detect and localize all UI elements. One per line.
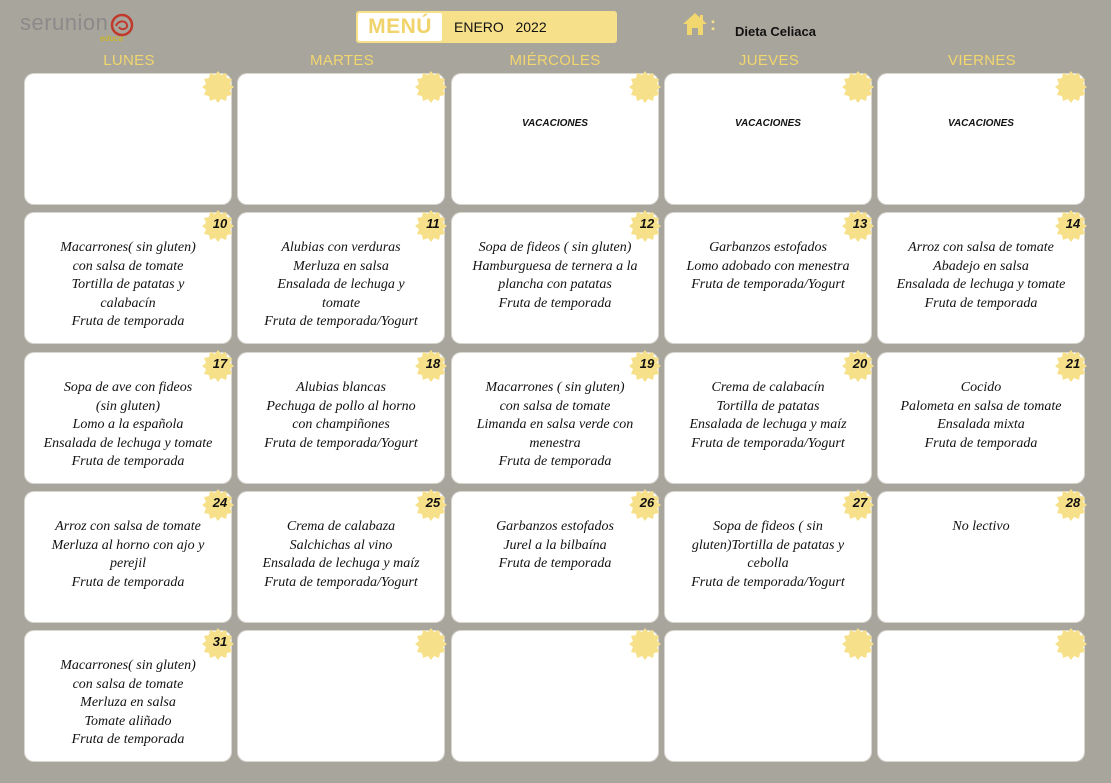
logo-text: serunion — [20, 10, 109, 35]
menu-item: Ensalada de lechuga y tomate — [896, 277, 1066, 292]
menu-item: Ensalada de lechuga y maíz — [689, 417, 847, 432]
menu-item: No lectivo — [952, 519, 1010, 534]
menu-item: Merluza al horno con ajo y — [51, 537, 205, 553]
day-cell — [665, 353, 871, 483]
menu-item: Fruta de temporada — [498, 556, 612, 571]
sun-badge-icon — [414, 627, 448, 661]
day-cell — [665, 492, 871, 622]
menu-item: Fruta de temporada — [71, 574, 185, 590]
menu-label: MENÚ — [358, 13, 442, 41]
day-cell — [878, 631, 1084, 761]
sun-badge-icon — [1054, 70, 1088, 104]
day-header-lunes: LUNES — [103, 52, 155, 69]
menu-lines — [669, 379, 867, 453]
menu-item: Ensalada de lechuga y maíz — [262, 556, 420, 571]
menu-item: Palometa en salsa de tomate — [900, 398, 1062, 414]
menu-lines — [29, 379, 227, 472]
menu-item: Limanda en salsa verde con — [476, 417, 634, 432]
sun-badge-icon — [1054, 627, 1088, 661]
day-cell — [25, 492, 231, 622]
day-number: 31 — [212, 634, 228, 649]
menu-lines — [242, 239, 440, 332]
menu-item: Tortilla de patatas y — [71, 277, 185, 292]
menu-item: Garbanzos estofados — [496, 519, 614, 534]
menu-lines — [882, 239, 1080, 313]
day-cell — [452, 631, 658, 761]
day-number: 13 — [852, 216, 868, 231]
menu-item: Abadejo en salsa — [933, 258, 1029, 274]
menu-item: Crema de calabacín — [711, 380, 825, 395]
menu-item: Fruta de temporada/Yogurt — [264, 574, 418, 590]
menu-item: Fruta de temporada — [498, 454, 612, 469]
colon: : — [710, 14, 716, 34]
day-number: 20 — [852, 356, 868, 371]
day-cell — [25, 631, 231, 761]
menu-item: con salsa de tomate — [72, 676, 184, 692]
menu-item: Arroz con salsa de tomate — [908, 240, 1054, 255]
day-number: 19 — [639, 356, 655, 371]
day-number: 18 — [425, 356, 441, 371]
logo — [20, 10, 135, 44]
day-cell — [665, 213, 871, 343]
menu-item: Lomo adobado con menestra — [686, 258, 850, 274]
menu-item: Ensalada de lechuga y tomate — [43, 435, 213, 451]
day-cell — [452, 74, 658, 204]
day-number: 12 — [639, 216, 655, 231]
vacation-label: VACACIONES — [948, 118, 1014, 129]
menu-item: Alubias blancas — [296, 380, 386, 395]
day-number: 28 — [1065, 495, 1081, 510]
menu-item: Lomo a la española — [72, 417, 184, 432]
menu-item: Merluza en salsa — [293, 258, 389, 274]
menu-item: Fruta de temporada — [498, 295, 612, 311]
menu-item: gluten)Tortilla de patatas y — [691, 537, 845, 553]
day-cell — [238, 492, 444, 622]
day-cell — [25, 353, 231, 483]
day-number: 24 — [212, 495, 228, 510]
menu-item: Alubias con verduras — [281, 240, 401, 255]
day-number: 25 — [425, 495, 441, 510]
day-cell — [878, 74, 1084, 204]
menu-item: con salsa de tomate — [499, 398, 611, 414]
menu-item: Macarrones( sin gluten) — [60, 658, 196, 673]
day-header-viernes: VIERNES — [948, 52, 1016, 69]
menu-lines — [29, 657, 227, 750]
day-number: 26 — [639, 495, 655, 510]
menu-item: Crema de calabaza — [286, 519, 396, 534]
diet-label: Dieta Celiaca — [735, 24, 816, 39]
menu-item: Fruta de temporada/Yogurt — [264, 314, 418, 329]
menu-item: Ensalada mixta — [937, 417, 1025, 432]
menu-item: Merluza en salsa — [80, 695, 176, 710]
day-cell — [452, 213, 658, 343]
menu-lines — [456, 239, 654, 313]
menu-item: Garbanzos estofados — [709, 240, 827, 255]
day-header-martes: MARTES — [309, 52, 375, 69]
day-cell — [238, 353, 444, 483]
day-number: 11 — [426, 216, 440, 231]
day-cell — [25, 213, 231, 343]
menu-lines — [669, 518, 867, 592]
menu-item: Sopa de fideos ( sin — [713, 519, 823, 534]
menu-item: Fruta de temporada — [924, 295, 1038, 311]
menu-item: perejil — [109, 556, 147, 571]
menu-item: Fruta de temporada/Yogurt — [691, 435, 845, 451]
menu-item: Jurel a la bilbaína — [503, 537, 607, 553]
day-header-miercoles: MIÉRCOLES — [509, 52, 601, 69]
menu-item: Arroz con salsa de tomate — [55, 519, 201, 534]
sun-badge-icon — [414, 70, 448, 104]
menu-item: Macarrones ( sin gluten) — [485, 380, 625, 395]
home-icon — [682, 12, 708, 36]
day-cell — [665, 631, 871, 761]
day-cell — [238, 213, 444, 343]
menu-item: tomate — [321, 295, 361, 311]
vacation-label: VACACIONES — [735, 118, 801, 129]
menu-lines — [242, 379, 440, 453]
day-header-jueves: JUEVES — [738, 52, 800, 69]
menu-item: Sopa de fideos ( sin gluten) — [478, 240, 632, 255]
menu-lines — [456, 379, 654, 472]
menu-item: Hamburguesa de ternera a la — [472, 258, 638, 274]
day-cell — [238, 631, 444, 761]
menu-item: calabacín — [100, 295, 156, 311]
menu-item: con champiñones — [292, 417, 390, 432]
menu-lines — [882, 518, 1080, 537]
sun-badge-icon — [628, 70, 662, 104]
sun-badge-icon — [628, 627, 662, 661]
menu-item: Sopa de ave con fideos — [63, 380, 193, 395]
menu-item: menestra — [529, 435, 581, 451]
menu-lines — [669, 239, 867, 295]
month-label: ENERO 2022 — [454, 19, 547, 35]
day-cell — [878, 492, 1084, 622]
menu-item: cebolla — [747, 556, 789, 571]
menu-item: Ensalada de lechuga y — [277, 277, 405, 292]
sun-badge-icon — [201, 70, 235, 104]
day-cell — [452, 353, 658, 483]
menu-item: (sin gluten) — [95, 398, 161, 414]
menu-lines — [29, 239, 227, 332]
menu-item: plancha con patatas — [498, 277, 612, 292]
day-cell — [878, 213, 1084, 343]
menu-lines — [456, 518, 654, 574]
menu-item: Fruta de temporada/Yogurt — [691, 277, 845, 292]
menu-lines — [29, 518, 227, 592]
menu-item: Fruta de temporada — [71, 732, 185, 747]
menu-item: Cocido — [960, 380, 1002, 395]
day-number: 21 — [1065, 356, 1081, 371]
menu-item: Pechuga de pollo al horno — [266, 398, 416, 414]
menu-lines — [882, 379, 1080, 453]
menu-item: Fruta de temporada — [924, 435, 1038, 451]
menu-item: Macarrones( sin gluten) — [60, 240, 196, 255]
vacation-label: VACACIONES — [522, 118, 588, 129]
menu-item: Fruta de temporada — [71, 314, 185, 329]
day-number: 27 — [852, 495, 868, 510]
day-number: 10 — [212, 216, 228, 231]
sun-badge-icon — [841, 627, 875, 661]
day-cell — [238, 74, 444, 204]
day-cell — [25, 74, 231, 204]
day-cell — [665, 74, 871, 204]
menu-item: Tomate aliñado — [84, 713, 172, 729]
menu-item: Salchichas al vino — [289, 537, 393, 553]
menu-item: Tortilla de patatas — [716, 398, 820, 414]
day-cell — [452, 492, 658, 622]
menu-item: Fruta de temporada — [71, 454, 185, 469]
menu-title-box — [356, 11, 617, 43]
menu-item: con salsa de tomate — [72, 258, 184, 274]
day-number: 14 — [1065, 216, 1081, 231]
day-cell — [878, 353, 1084, 483]
menu-item: Fruta de temporada/Yogurt — [691, 574, 845, 590]
day-number: 17 — [212, 356, 228, 371]
sun-badge-icon — [841, 70, 875, 104]
menu-item: Fruta de temporada/Yogurt — [264, 435, 418, 451]
menu-lines — [242, 518, 440, 592]
logo-sub: educa — [100, 34, 124, 43]
